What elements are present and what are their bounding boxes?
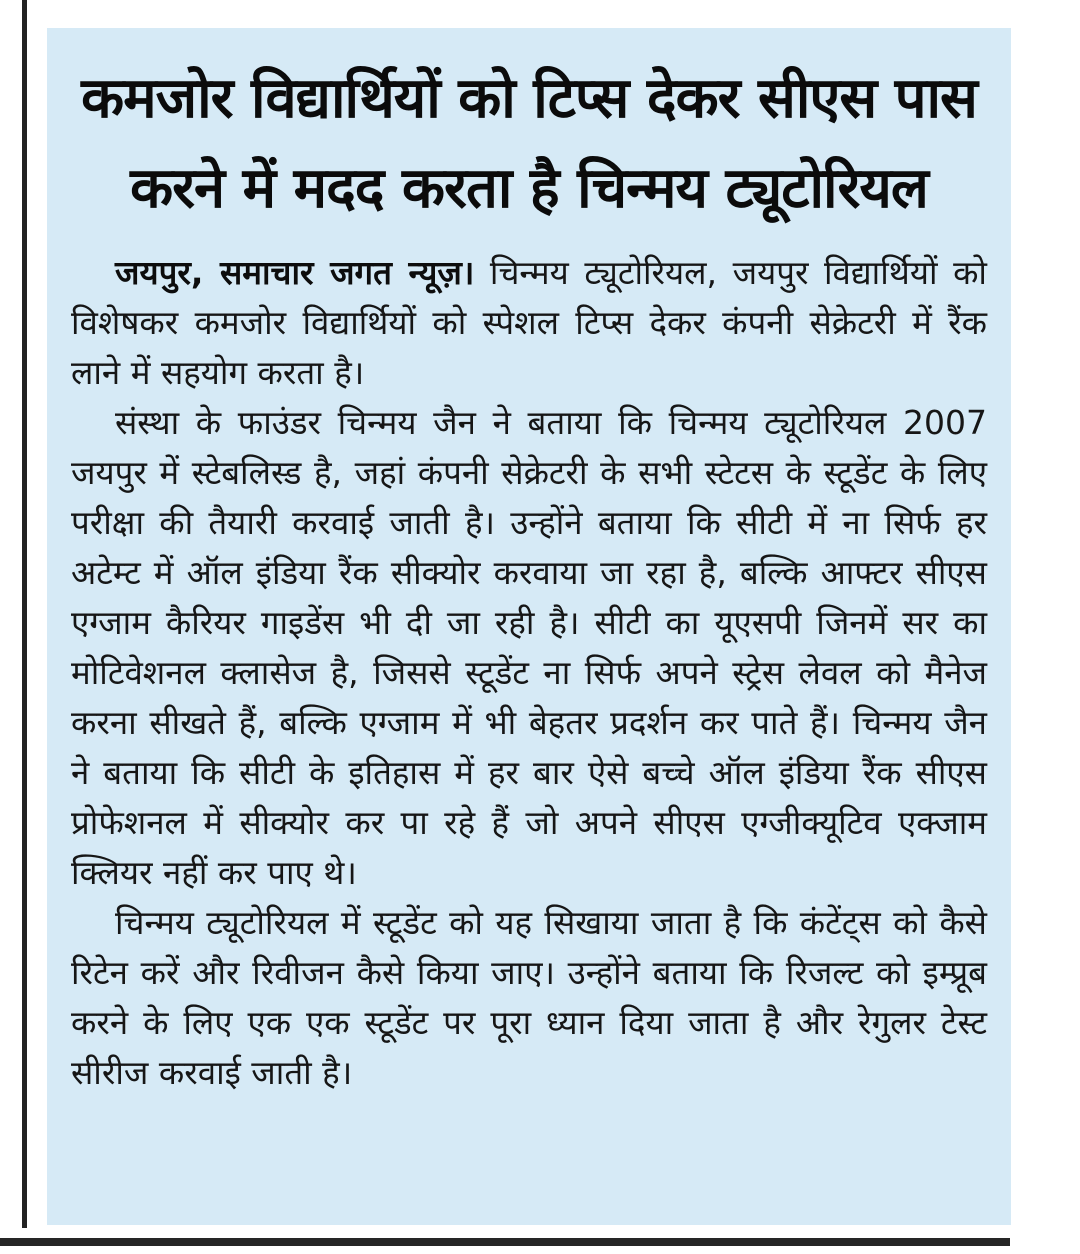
paragraph-2-text: संस्था के फाउंडर चिन्मय जैन ने बताया कि चिन्मय ट्यूटोरियल 2007 जयपुर में स्टेबलिस्ड है, जहां कंपनी सेक्रेटरी के सभी स्टेटस के स्टूडेंट के लिए परीक्षा की तैयारी करवाई जाती है। उन्होंने बताया कि सीटी में ना सिर्फ हर अटेम्ट में ऑल इंडिया रैंक सीक्योर करवाया जा रहा है, बल्कि आफ्टर सीएस एग्जाम कैरियर गाइडेंस भी दी जा रही है। सीटी का यूएसपी जिनमें सर का मोटिवेशनल क्लासेज है, जिससे स्टूडेंट ना सिर्फ अपने स्ट्रेस लेवल को मैनेज करना सीखते हैं, बल्कि एग्जाम में भी बेहतर प्रदर्शन कर पाते हैं। चिन्मय जैन ने बताया कि सीटी के इतिहास में हर बार ऐसे बच्चे ऑल इंडिया रैंक सीएस प्रोफेशनल में सीक्योर कर पा रहे हैं जो अपने सीएस एग्जीक्यूटिव एक्जाम क्लियर नहीं कर पाए थे। — [71, 403, 987, 892]
bottom-column-rule — [0, 1238, 1010, 1246]
article-paragraph-3 — [71, 898, 987, 1098]
article-body — [71, 248, 987, 1098]
dateline: जयपुर, समाचार जगत न्यूज़। — [115, 253, 475, 292]
article-paragraph-1 — [71, 248, 987, 398]
news-article-panel — [47, 28, 1011, 1225]
article-headline — [71, 54, 987, 234]
paragraph-1-text: चिन्मय ट्यूटोरियल, जयपुर विद्यार्थियों को विशेषकर कमजोर विद्यार्थियों को स्पेशल टिप्स देकर कंपनी सेक्रेटरी में रैंक लाने में सहयोग करता है। — [71, 253, 987, 392]
article-paragraph-2 — [71, 398, 987, 898]
left-column-rule — [22, 0, 27, 1228]
headline-line-2: करने में मदद करता है चिन्मय ट्यूटोरियल — [130, 156, 928, 221]
paragraph-3-text: चिन्मय ट्यूटोरियल में स्टूडेंट को यह सिखाया जाता है कि कंटेंट्स को कैसे रिटेन करें और रिवीजन कैसे किया जाए। उन्होंने बताया कि रिजल्ट को इम्प्रूब करने के लिए एक एक स्टूडेंट पर पूरा ध्यान दिया जाता है और रेगुलर टेस्ट सीरीज करवाई जाती है। — [71, 903, 987, 1092]
headline-line-1: कमजोर विद्यार्थियों को टिप्स देकर सीएस पास — [81, 66, 977, 131]
